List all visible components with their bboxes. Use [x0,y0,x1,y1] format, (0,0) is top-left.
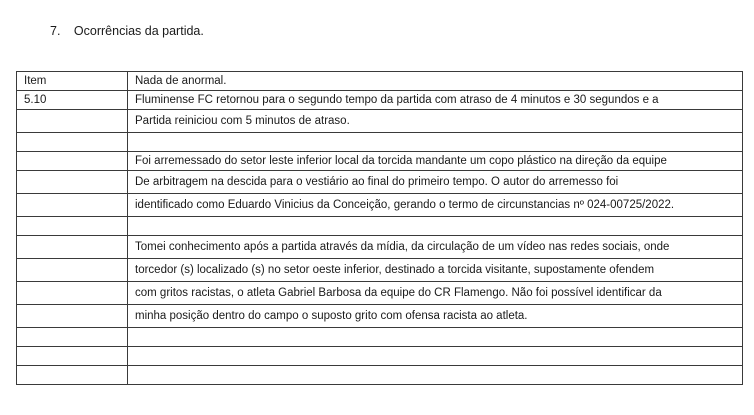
table-row [17,171,743,194]
table-row [17,259,743,282]
occurrences-table [16,71,743,385]
table-row [17,110,743,133]
description-cell [128,347,743,366]
description-cell: De arbitragem na descida para o vestiário ao final do primeiro tempo. O autor do arremesso foi [128,171,743,194]
item-cell [17,133,128,152]
description-cell: torcedor (s) localizado (s) no setor oeste inferior, destinado a torcida visitante, supostamente ofendem [128,259,743,282]
description-cell [128,217,743,236]
table-row [17,194,743,217]
description-cell [128,133,743,152]
table-row [17,152,743,171]
table-row [17,133,743,152]
table-row [17,91,743,110]
item-cell [17,366,128,385]
table-row [17,217,743,236]
item-cell [17,259,128,282]
table-row [17,328,743,347]
section-title: Ocorrências da partida. [73,24,204,38]
item-cell [17,217,128,236]
description-cell: minha posição dentro do campo o suposto grito com ofensa racista ao atleta. [128,305,743,328]
item-cell [17,171,128,194]
item-cell [17,194,128,217]
description-cell: Fluminense FC retornou para o segundo tempo da partida com atraso de 4 minutos e 30 segundos e a [128,91,743,110]
item-cell [17,328,128,347]
description-cell: identificado como Eduardo Vinicius da Conceição, gerando o termo de circunstancias nº 024-00725/2022. [128,194,743,217]
table-row [17,282,743,305]
item-cell [17,347,128,366]
item-cell [17,110,128,133]
item-cell: 5.10 [17,91,128,110]
description-cell [128,328,743,347]
section-number: 7. [50,24,61,38]
section-heading [50,24,204,38]
item-cell [17,236,128,259]
table-row [17,305,743,328]
item-cell [17,282,128,305]
description-cell: Nada de anormal. [128,72,743,91]
table-row [17,366,743,385]
description-cell: com gritos racistas, o atleta Gabriel Barbosa da equipe do CR Flamengo. Não foi possível identificar da [128,282,743,305]
description-cell: Foi arremessado do setor leste inferior local da torcida mandante um copo plástico na direção da equipe [128,152,743,171]
item-cell [17,152,128,171]
description-cell [128,366,743,385]
table-row [17,347,743,366]
table-row [17,72,743,91]
description-cell: Partida reiniciou com 5 minutos de atraso. [128,110,743,133]
description-cell: Tomei conhecimento após a partida através da mídia, da circulação de um vídeo nas redes sociais, onde [128,236,743,259]
item-cell: Item [17,72,128,91]
table-row [17,236,743,259]
item-cell [17,305,128,328]
